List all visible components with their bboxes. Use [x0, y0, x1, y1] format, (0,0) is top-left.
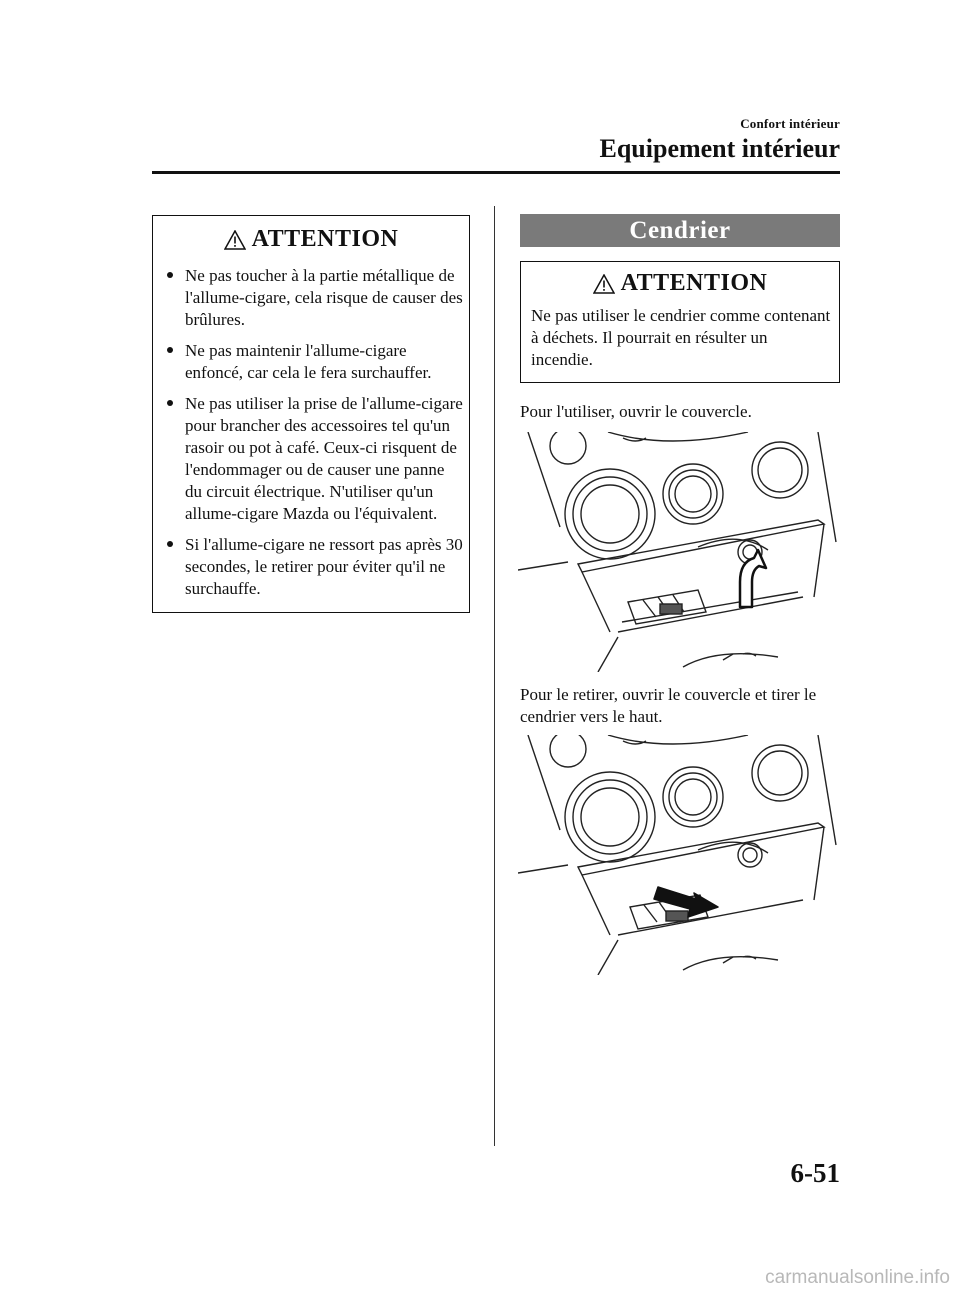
- attention-title: ATTENTION: [620, 270, 768, 296]
- warning-triangle-icon: [224, 230, 246, 250]
- list-item-text: Si l'allume-cigare ne ressort pas après 30 secondes, le retirer pour éviter qu'il ne surchauffe.: [185, 535, 463, 598]
- list-item: [167, 265, 463, 331]
- attention-text: Ne pas utiliser le cendrier comme contenant à déchets. Il pourrait en résulter un incendie.: [531, 306, 831, 369]
- bullet-icon: [167, 400, 173, 406]
- attention-list: [153, 265, 469, 600]
- attention-box-cigarette-lighter: [152, 215, 470, 613]
- instruction-remove: Pour le retirer, ouvrir le couvercle et tirer le cendrier vers le haut.: [520, 685, 817, 726]
- list-item-text: Ne pas maintenir l'allume-cigare enfoncé, car cela le fera surchauffer.: [185, 341, 432, 382]
- bullet-icon: [167, 347, 173, 353]
- section-title-bar: Cendrier: [520, 214, 840, 247]
- attention-heading: [153, 226, 469, 253]
- ashtray-open-illustration: [518, 432, 842, 672]
- instruction-open: Pour l'utiliser, ouvrir le couvercle.: [520, 402, 752, 421]
- attention-title: ATTENTION: [251, 226, 399, 252]
- list-item-text: Ne pas toucher à la partie métallique de l'allume-cigare, cela risque de causer des brûlures.: [185, 266, 463, 329]
- page-title: Equipement intérieur: [599, 134, 840, 163]
- header-rule: [152, 171, 840, 174]
- bullet-icon: [167, 541, 173, 547]
- bullet-icon: [167, 272, 173, 278]
- list-item: [167, 393, 463, 525]
- attention-heading: [521, 270, 839, 297]
- ashtray-remove-illustration: [518, 735, 842, 975]
- list-item: [167, 534, 463, 600]
- watermark: carmanualsonline.info: [765, 1267, 950, 1288]
- attention-box-ashtray: [520, 261, 840, 383]
- warning-triangle-icon: [593, 274, 615, 294]
- header-section-label: Confort intérieur: [740, 116, 840, 131]
- page-number: 6-51: [790, 1158, 840, 1188]
- column-divider: [494, 206, 495, 1146]
- list-item-text: Ne pas utiliser la prise de l'allume-cigare pour brancher des accessoires tel qu'un rasoir ou pot à café. Ceux-ci risquent de l'endommager ou de causer une panne du circuit électrique. N'utiliser qu'un allume-cigare Mazda ou l'équivalent.: [185, 394, 463, 523]
- list-item: [167, 340, 463, 384]
